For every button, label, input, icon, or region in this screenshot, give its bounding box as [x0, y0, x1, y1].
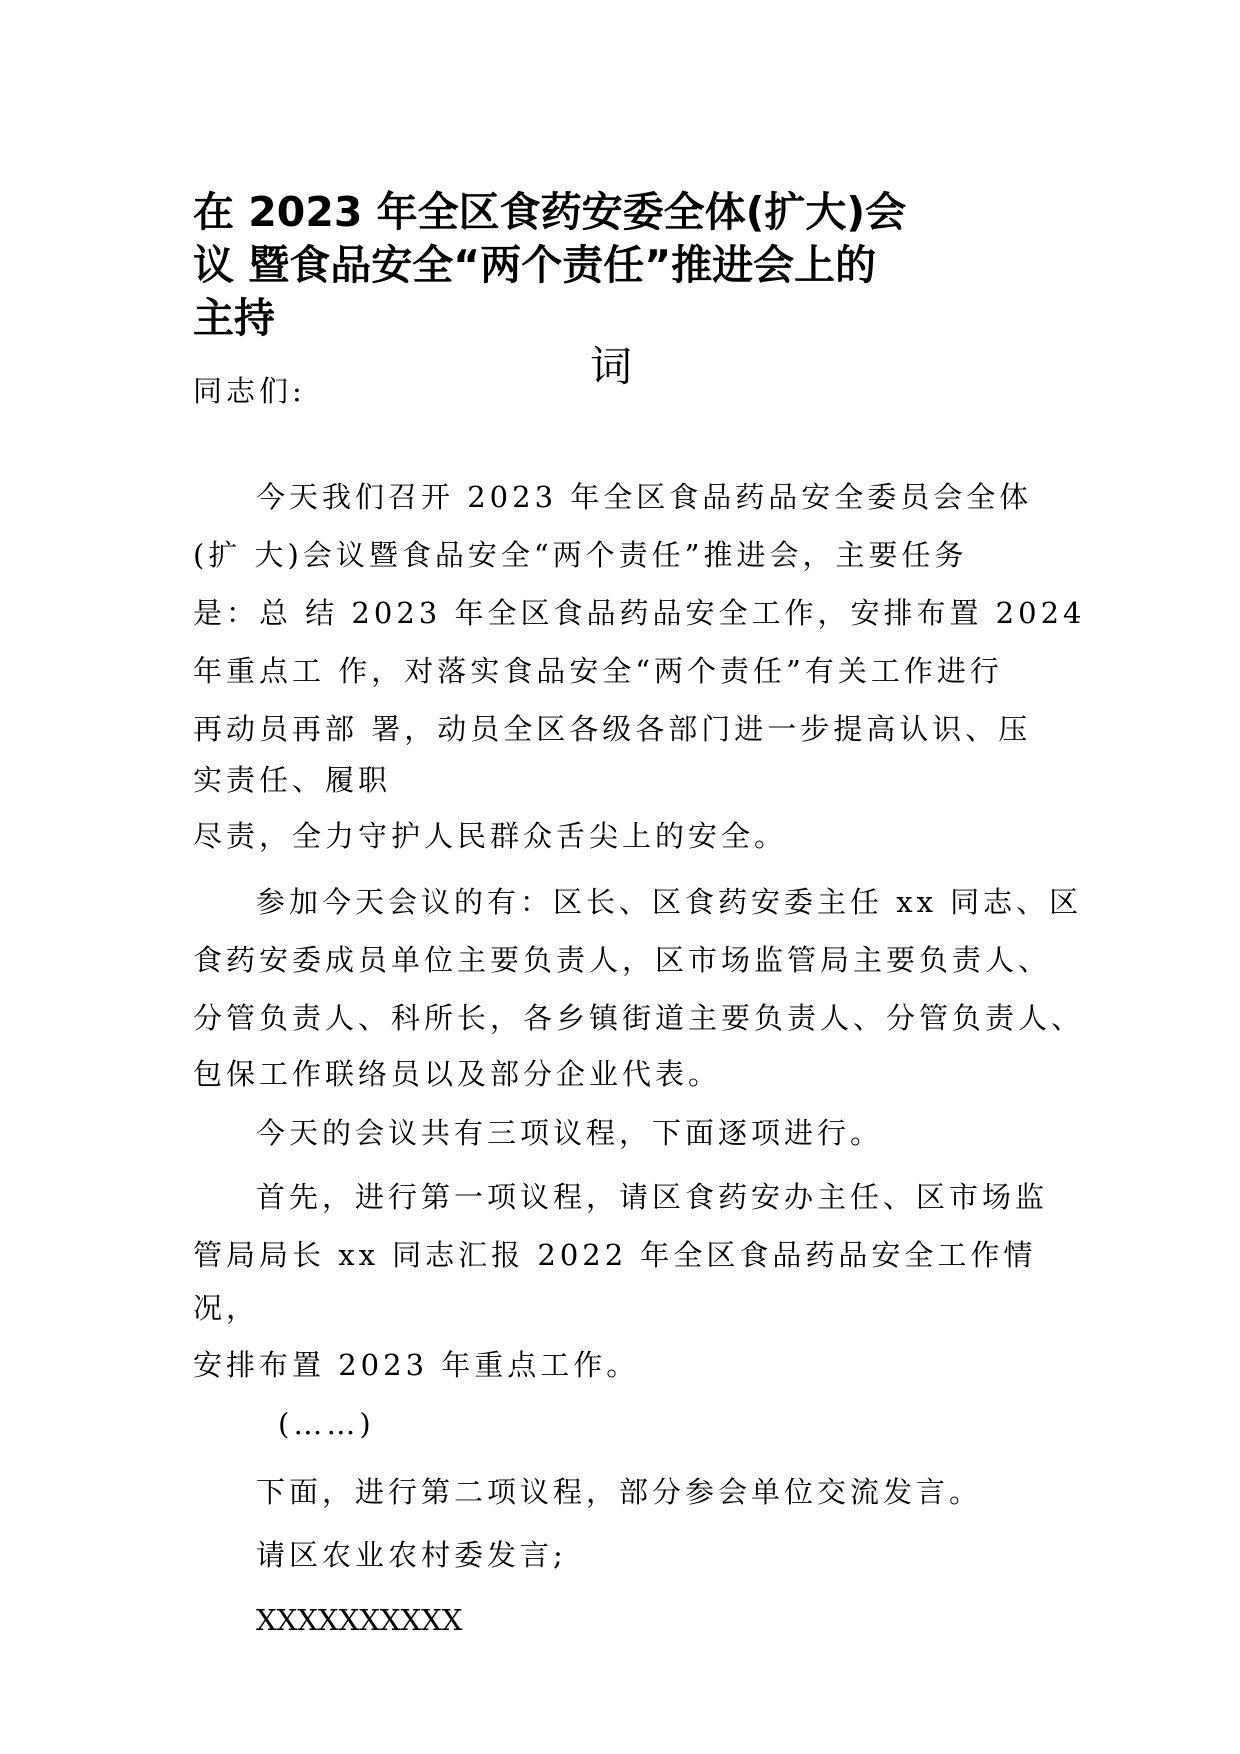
- para4-line-1: 首先，进行第一项议程，请区食药安办主任、区市场监: [256, 1180, 1049, 1214]
- para1-line-5: 再动员再部 署，动员全区各级各部门进一步提高认识、压: [193, 712, 1032, 746]
- title-tail: 词: [590, 342, 633, 391]
- para3: 今天的会议共有三项议程，下面逐项进行。: [256, 1116, 884, 1150]
- para1-line-4: 年重点工 作，对落实食品安全“两个责任”有关工作进行: [193, 654, 1003, 688]
- para6: 请区农业农村委发言;: [256, 1538, 567, 1572]
- title-line-3: 主持: [193, 294, 275, 342]
- document-title: [193, 186, 1043, 345]
- ellipsis-note: (……): [278, 1407, 375, 1441]
- para2-line-4: 包保工作联络员以及部分企业代表。: [193, 1057, 722, 1091]
- para4-line-3: 况，: [193, 1291, 260, 1325]
- para2-line-2: 食药安委成员单位主要负责人，区市场监管局主要负责人、: [193, 943, 1052, 977]
- para1-line-6: 实责任、履职: [193, 763, 392, 797]
- title-line-1: 在 2023 年全区食药安委全体(扩大)会: [193, 188, 907, 236]
- para2-line-3: 分管负责人、科所长，各乡镇街道主要负责人、分管负责人、: [193, 1001, 1085, 1035]
- para1-line-2: (扩 大)会议暨食品安全“两个责任”推进会，主要任务: [193, 538, 968, 572]
- para1-line-7: 尽责，全力守护人民群众舌尖上的安全。: [193, 819, 788, 853]
- para2-line-1: 参加今天会议的有：区长、区食药安委主任 xx 同志、区: [256, 885, 1083, 919]
- greeting: 同志们:: [193, 374, 306, 408]
- para1-line-1: 今天我们召开 2023 年全区食品药品安全委员会全体: [256, 480, 1033, 514]
- para4-line-4: 安排布置 2023 年重点工作。: [193, 1348, 640, 1382]
- title-line-2: 议 暨食品安全“两个责任”推进会上的: [193, 241, 877, 289]
- para4-line-2: 管局局长 xx 同志汇报 2022 年全区食品药品安全工作情: [193, 1238, 1037, 1272]
- placeholder-text: XXXXXXXXXX: [256, 1603, 463, 1637]
- para5: 下面，进行第二项议程，部分参会单位交流发言。: [256, 1475, 983, 1509]
- para1-line-3: 是：总 结 2023 年全区食品药品安全工作，安排布置 2024: [193, 596, 1086, 630]
